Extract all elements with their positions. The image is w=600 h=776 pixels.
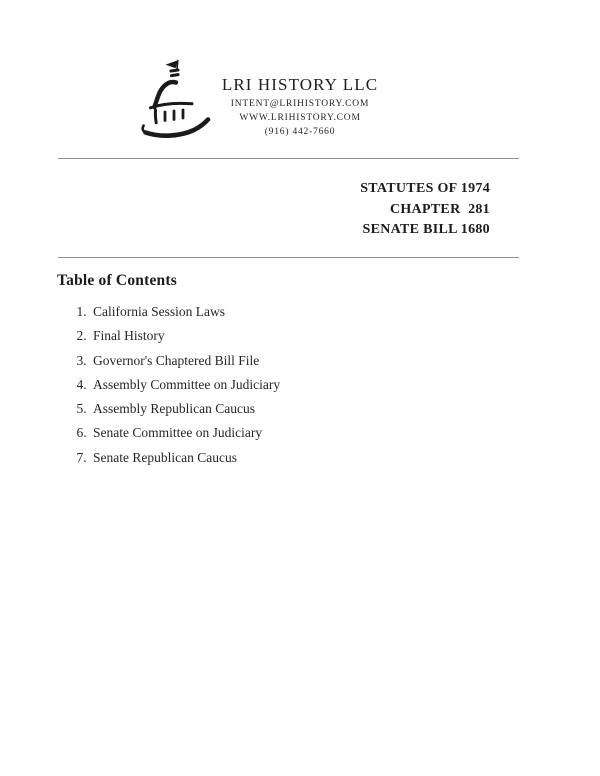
toc-item: 4. Assembly Committee on Judiciary	[90, 377, 280, 393]
reference-block	[360, 179, 490, 241]
letterhead	[0, 76, 600, 139]
toc-item: 7. Senate Republican Caucus	[90, 450, 280, 466]
toc-item: 3. Governor's Chaptered Bill File	[90, 353, 280, 369]
toc-heading: Table of Contents	[57, 272, 177, 289]
divider-top	[58, 158, 519, 159]
toc-item: 1. California Session Laws	[90, 304, 280, 320]
company-website: WWW.LRIHISTORY.COM	[239, 113, 361, 123]
statutes-line: STATUTES OF 1974	[360, 181, 490, 196]
company-name: LRI HISTORY LLC	[221, 75, 379, 94]
company-email: INTENT@LRIHISTORY.COM	[230, 99, 370, 109]
company-phone: (916) 442-7660	[264, 127, 336, 137]
toc-item: 5. Assembly Republican Caucus	[90, 401, 280, 417]
chapter-line: CHAPTER 281	[389, 201, 490, 217]
toc-item: 6. Senate Committee on Judiciary	[90, 425, 280, 441]
divider-bottom	[58, 257, 519, 258]
toc-item: 2. Final History	[90, 328, 280, 344]
bill-line: SENATE BILL 1680	[362, 222, 490, 237]
toc-list	[58, 304, 280, 474]
